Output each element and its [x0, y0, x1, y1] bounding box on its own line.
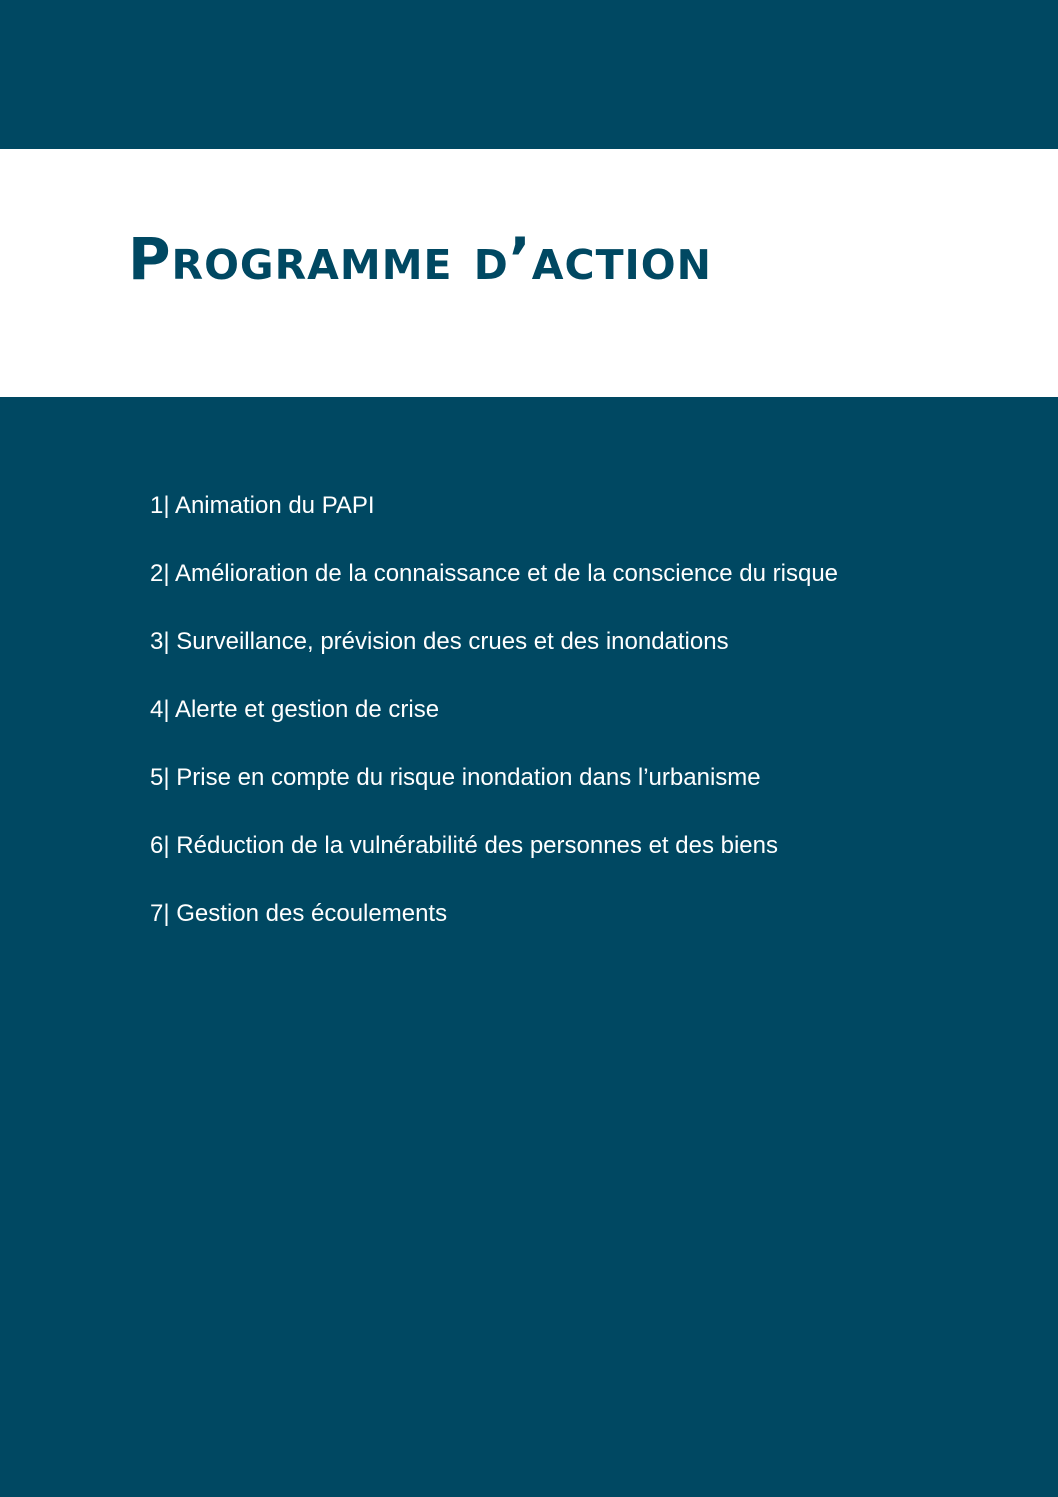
action-item-7 — [150, 897, 838, 931]
action-list — [150, 489, 838, 965]
action-item-6 — [150, 829, 838, 863]
page-title: Programme d’action — [128, 225, 712, 293]
action-number: 3| — [150, 628, 170, 655]
action-label: Alerte et gestion de crise — [174, 696, 440, 723]
action-number: 5| — [150, 764, 170, 791]
action-number: 6| — [150, 832, 170, 859]
action-label: Animation du PAPI — [174, 492, 375, 519]
action-label: Amélioration de la connaissance et de la conscience du risque — [174, 560, 839, 587]
action-label: Gestion des écoulements — [176, 900, 448, 927]
action-item-4 — [150, 693, 838, 727]
action-label: Prise en compte du risque inondation dans l’urbanisme — [176, 764, 761, 791]
action-number: 2| — [150, 560, 170, 587]
action-item-3 — [150, 625, 838, 659]
action-number: 4| — [150, 696, 170, 723]
action-number: 1| — [150, 492, 170, 519]
action-item-1 — [150, 489, 838, 523]
action-list-panel — [0, 397, 1058, 1497]
action-item-5 — [150, 761, 838, 795]
action-number: 7| — [150, 900, 170, 927]
top-color-band — [0, 0, 1058, 149]
action-label: Réduction de la vulnérabilité des personnes et des biens — [176, 832, 778, 859]
action-item-2 — [150, 557, 838, 591]
action-label: Surveillance, prévision des crues et des inondations — [176, 628, 729, 655]
title-band — [0, 149, 1058, 397]
